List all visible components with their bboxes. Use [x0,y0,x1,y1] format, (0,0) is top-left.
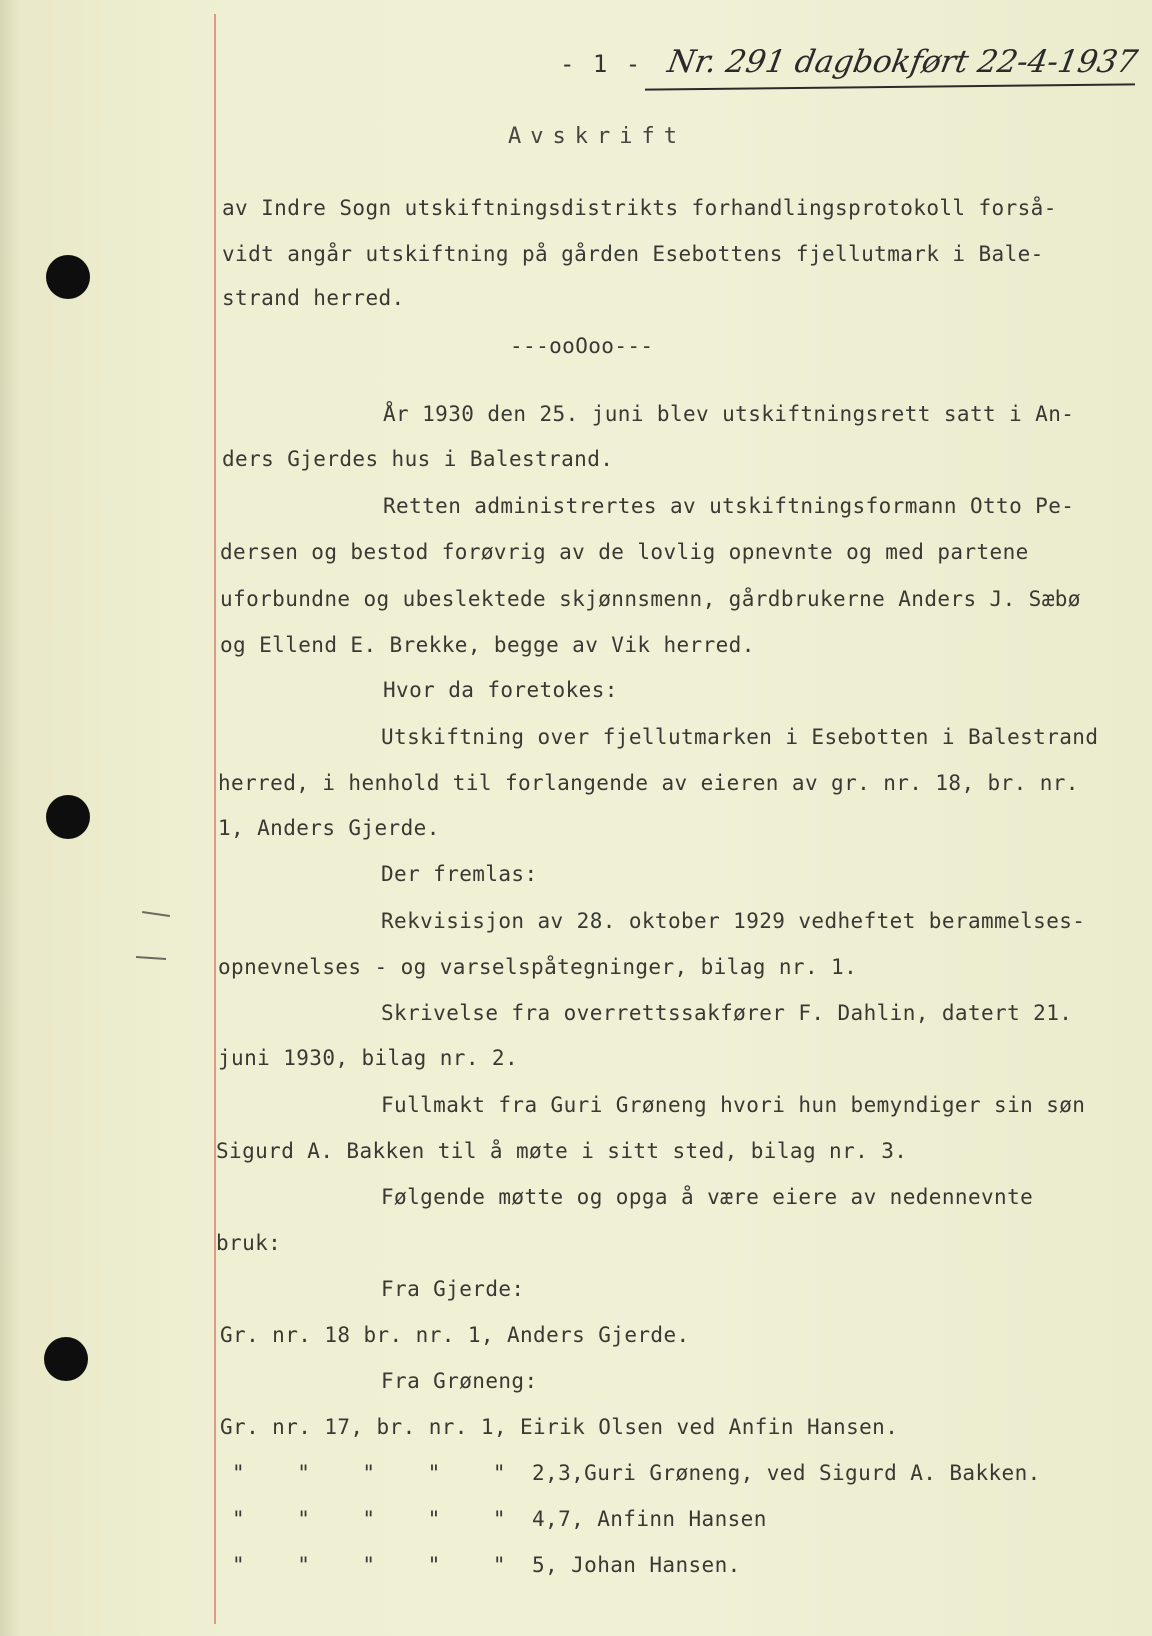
text-line: Hvor da foretokes: [383,678,618,702]
stray-mark [136,956,166,960]
document-title: Avskrift [508,124,686,149]
text-line: Fullmakt fra Guri Grøneng hvori hun bemyndiger sin søn [381,1093,1086,1117]
handwritten-registry-note: Nr. 291 dagbokført 22-4-1937 [664,44,1141,80]
text-line: Skrivelse fra overrettssakfører F. Dahlin, datert 21. [381,1001,1073,1025]
text-line: ders Gjerdes hus i Balestrand. [222,447,614,471]
section-divider: ---ooOoo--- [510,334,654,358]
text-line: " " " " " 4,7, Anfinn Hansen [232,1507,767,1531]
text-line: Rekvisisjon av 28. oktober 1929 vedheftet berammelses- [381,909,1086,933]
page-number: - 1 - [560,50,643,78]
text-line: Utskiftning over fjellutmarken i Esebotten i Balestrand [381,725,1099,749]
text-line: Følgende møtte og opga å være eiere av nedennevnte [381,1185,1034,1209]
text-line: bruk: [216,1231,282,1255]
text-line: juni 1930, bilag nr. 2. [218,1046,518,1070]
text-line: År 1930 den 25. juni blev utskiftningsrett satt i An- [383,402,1075,426]
handwritten-underline [645,83,1135,90]
text-line: Der fremlas: [381,862,538,886]
text-line: herred, i henhold til forlangende av eieren av gr. nr. 18, br. nr. [218,771,1079,795]
text-line: dersen og bestod forøvrig av de lovlig opnevnte og med partene [220,540,1029,564]
punch-hole-middle [46,795,90,839]
text-line: strand herred. [222,286,405,310]
page-header [560,44,1141,80]
text-line: Sigurd A. Bakken til å møte i sitt sted, bilag nr. 3. [216,1139,908,1163]
text-line: vidt angår utskiftning på gården Esebottens fjellutmark i Bale- [222,242,1044,266]
text-line: Gr. nr. 17, br. nr. 1, Eirik Olsen ved Anfin Hansen. [220,1415,899,1439]
text-line: av Indre Sogn utskiftningsdistrikts forhandlingsprotokoll forså- [222,196,1057,220]
stray-mark [142,911,170,917]
text-line: og Ellend E. Brekke, begge av Vik herred. [220,633,755,657]
text-line: 1, Anders Gjerde. [218,816,440,840]
text-line: " " " " " 5, Johan Hansen. [232,1553,741,1577]
text-line: " " " " " 2,3,Guri Grøneng, ved Sigurd A. Bakken. [232,1461,1041,1485]
text-line: Gr. nr. 18 br. nr. 1, Anders Gjerde. [220,1323,690,1347]
text-line: opnevnelses - og varselspåtegninger, bilag nr. 1. [218,955,858,979]
text-line: Retten administrertes av utskiftningsformann Otto Pe- [383,494,1075,518]
text-line: uforbundne og ubeslektede skjønnsmenn, gårdbrukerne Anders J. Sæbø [220,587,1081,611]
text-line: Fra Grøneng: [381,1369,538,1393]
red-margin-line [214,14,216,1624]
punch-hole-bottom [44,1337,88,1381]
text-line: Fra Gjerde: [381,1277,525,1301]
page-edge-shadow [0,0,20,1636]
punch-hole-top [46,255,90,299]
